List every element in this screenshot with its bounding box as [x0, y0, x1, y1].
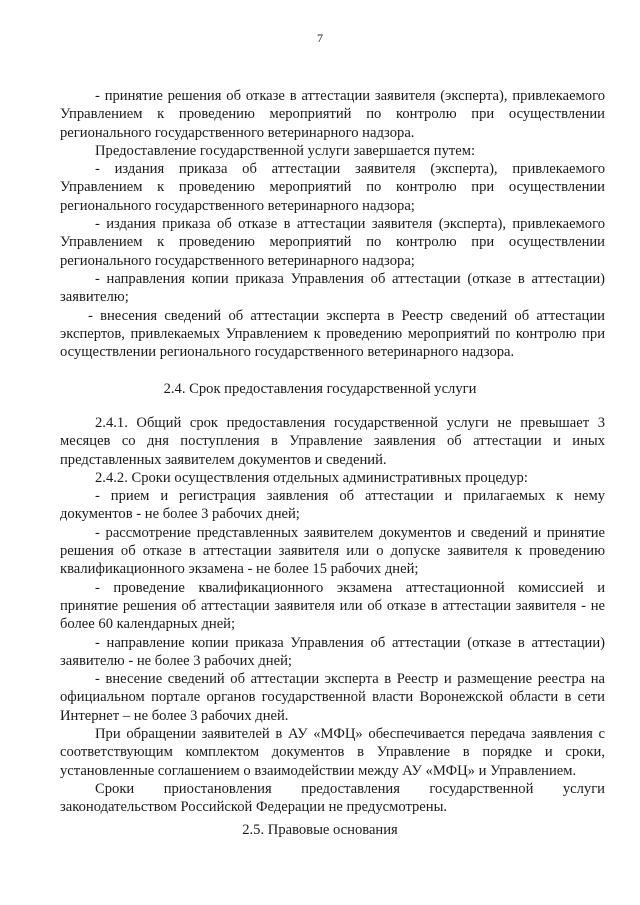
paragraph: - прием и регистрация заявления об аттестации и прилагаемых к нему документов - не более 3 рабочих дней; [60, 488, 605, 523]
paragraph: - внесение сведений об аттестации эксперта в Реестр и размещение реестра на официальном портале органов государственной власти Воронежской области в сети Интернет – не более 3 рабочих дней. [60, 671, 605, 724]
paragraph: - издания приказа об аттестации заявителя (эксперта), привлекаемого Управлением к проведению мероприятий по контролю при осуществлении регионального государственного ветеринарного надзора; [60, 161, 605, 214]
paragraph: - издания приказа об отказе в аттестации заявителя (эксперта), привлекаемого Управлением к проведению мероприятий по контролю при осуществлении регионального государственного ветеринарного надзора; [60, 216, 605, 269]
paragraph: Предоставление государственной услуги завершается путем: [95, 142, 476, 159]
paragraph: - проведение квалификационного экзамена аттестационной комиссией и принятие решения об аттестации заявителя или об отказе в аттестации заявителя - не более 60 календарных дней; [60, 579, 605, 633]
paragraph: При обращении заявителей в АУ «МФЦ» обеспечивается передача заявления с соответствующим комплектом документов в Управление в порядке и сроки, установленные соглашением о взаимодействии между АУ «МФЦ» и Управлением. [60, 726, 605, 779]
paragraph: 2.4.2. Сроки осуществления отдельных административных процедур: [95, 469, 528, 486]
paragraph: - принятие решения об отказе в аттестации заявителя (эксперта), привлекаемого Управлением к проведению мероприятий по контролю при осуществлении регионального государственного ветеринарного надзора. [60, 88, 605, 141]
page-number: 7 [317, 31, 323, 45]
paragraph: - направление копии приказа Управления об аттестации (отказе в аттестации) заявителю - не более 3 рабочих дней; [60, 634, 605, 669]
paragraph: - внесения сведений об аттестации эксперта в Реестр сведений об аттестации экспертов, привлекаемых Управлением к проведению мероприятий по контролю при осуществлении регионального государственного ветеринарного надзора. [60, 307, 605, 361]
paragraph: Сроки приостановления предоставления государственной услуги законодательством Российской Федерации не предусмотрены. [60, 780, 605, 816]
paragraph: 2.4.1. Общий срок предоставления государственной услуги не превышает 3 месяцев со дня поступления в Управление заявления об аттестации и иных представленных заявителем документов и сведений. [60, 415, 605, 468]
section-heading-2-4: 2.4. Срок предоставления государственной услуги [163, 381, 477, 397]
paragraph: - направления копии приказа Управления об аттестации (отказе в аттестации) заявителю; [60, 270, 605, 306]
section-service-terms [60, 414, 605, 817]
section-heading-2-5: 2.5. Правовые основания [242, 822, 398, 838]
section-result-of-service [60, 87, 605, 361]
paragraph: - рассмотрение представленных заявителем документов и сведений и принятие решения об отказе в аттестации заявителя или о допуске заявителя к проведению квалификационного экзамена - не более 15 рабочих дней; [60, 524, 605, 578]
